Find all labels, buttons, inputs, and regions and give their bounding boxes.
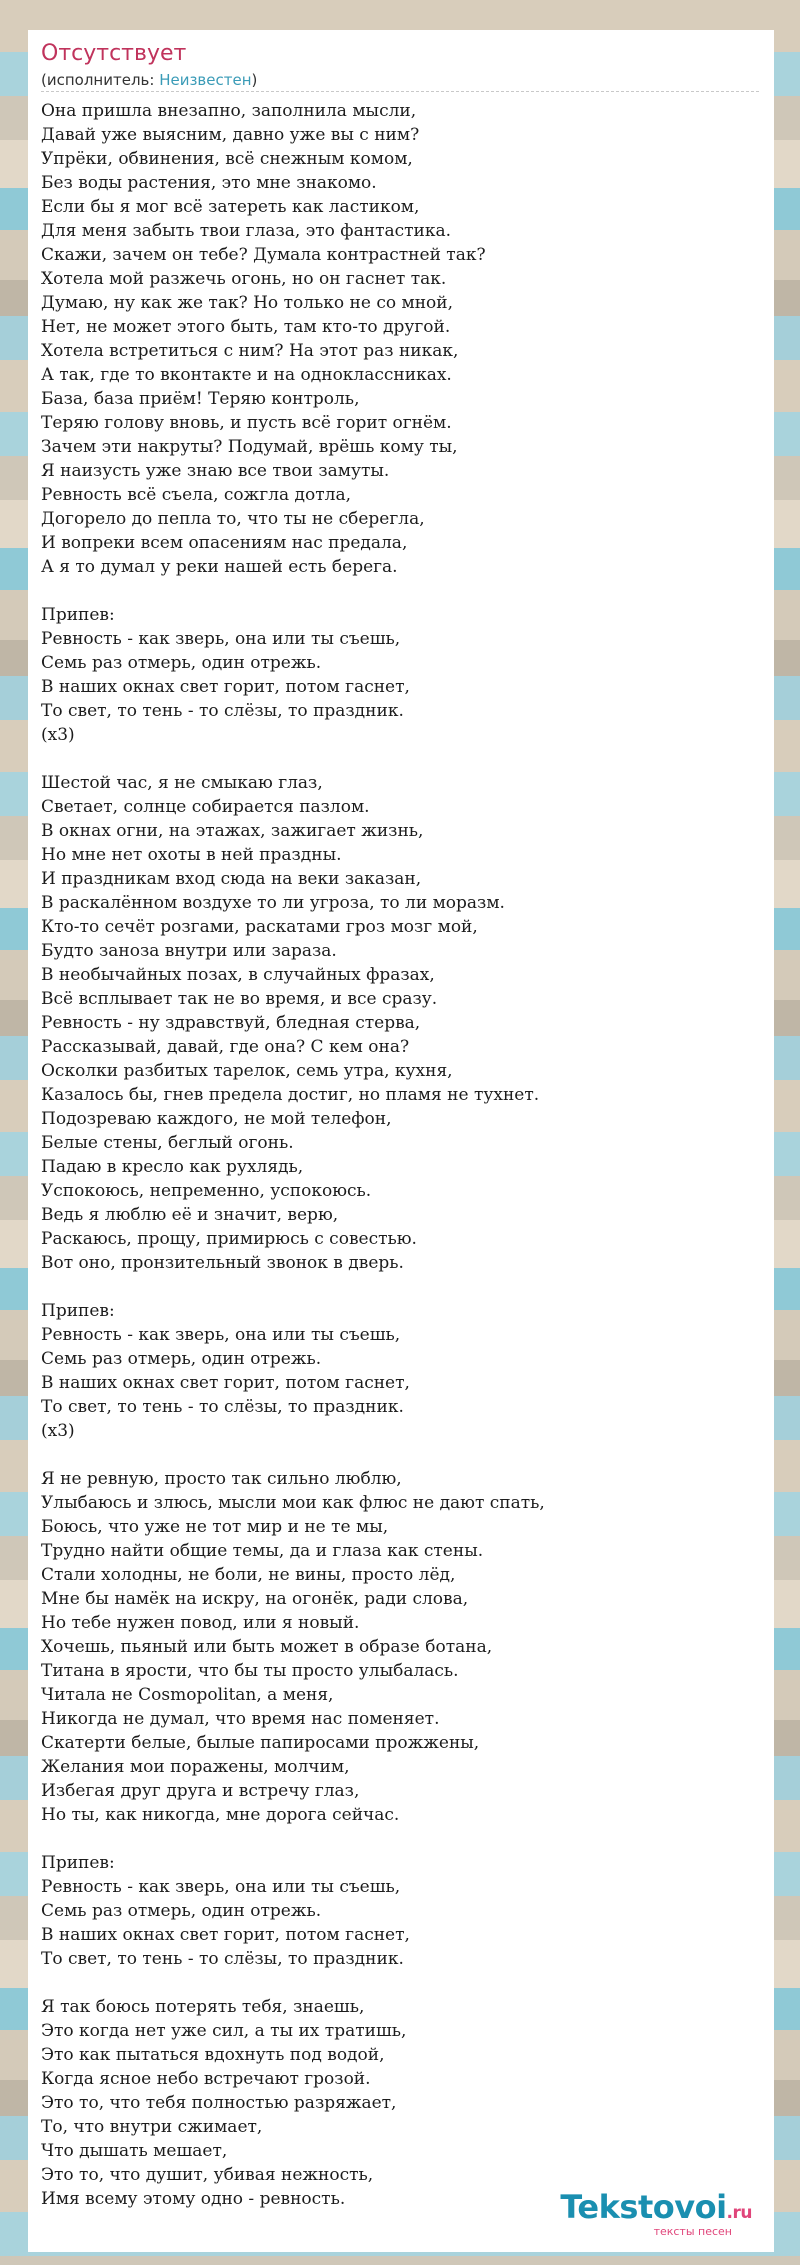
lyric-line: Читала не Cosmopolitan, а меня, [41,1685,334,1705]
lyric-line: Всё всплывает так не во время, и все сразу. [41,989,438,1009]
lyric-line: Титана в ярости, что бы ты просто улыбалась. [41,1661,459,1681]
lyric-line: И вопреки всем опасениям нас предала, [41,533,408,553]
lyric-line: Светает, солнце собирается пазлом. [41,797,370,817]
lyric-line: Это то, что тебя полностью разряжает, [41,2093,397,2113]
lyric-line: Стали холодны, не боли, не вины, просто лёд, [41,1565,456,1585]
lyric-line: Вот оно, пронзительный звонок в дверь. [41,1253,404,1273]
lyric-line: Семь раз отмерь, один отрежь. [41,1901,322,1921]
lyric-line: В наших окнах свет горит, потом гаснет, [41,1925,410,1945]
lyric-line: То, что внутри сжимает, [41,2117,263,2137]
lyric-line: Но мне нет охоты в ней праздны. [41,845,342,865]
lyric-line: Скатерти белые, былые папиросами прожжены, [41,1733,480,1753]
lyric-line: Это то, что душит, убивая нежность, [41,2165,374,2185]
lyric-line: Упрёки, обвинения, всё снежным комом, [41,149,413,169]
lyric-line: Рассказывай, давай, где она? С кем она? [41,1037,410,1057]
lyric-line: Мне бы намёк на искру, на огонёк, ради слова, [41,1589,469,1609]
lyric-line: Кто-то сечёт розгами, раскатами гроз мозг мой, [41,917,478,937]
lyric-line: Нет, не может этого быть, там кто-то другой. [41,317,451,337]
lyric-blank-line [41,579,761,603]
lyric-line: (x3) [41,725,75,745]
logo-tagline: тексты песен [653,2225,732,2238]
site-logo[interactable] [560,2190,752,2238]
lyric-line: Это как пытаться вдохнуть под водой, [41,2045,385,2065]
performer-link[interactable]: Неизвестен [159,71,252,89]
performer-line [41,70,257,90]
lyric-line: Ревность - как зверь, она или ты съешь, [41,1325,401,1345]
lyric-line: Ревность всё съела, сожгла дотла, [41,485,352,505]
lyric-line: Это когда нет уже сил, а ты их тратишь, [41,2021,407,2041]
lyric-line: Я так боюсь потерять тебя, знаешь, [41,1997,365,2017]
lyrics-body [41,99,761,2211]
lyric-line: Припев: [41,1301,115,1321]
lyric-line: Белые стены, беглый огонь. [41,1133,294,1153]
lyric-line: Будто заноза внутри или зараза. [41,941,337,961]
lyric-line: То свет, то тень - то слёзы, то праздник. [41,1397,404,1417]
lyric-line: Если бы я мог всё затереть как ластиком, [41,197,420,217]
lyric-line: Успокоюсь, непременно, успокоюсь. [41,1181,372,1201]
lyric-line: А я то думал у реки нашей есть берега. [41,557,398,577]
lyric-line: База, база приём! Теряю контроль, [41,389,360,409]
lyric-line: А так, где то вконтакте и на одноклассниках. [41,365,452,385]
lyric-blank-line [41,747,761,771]
lyric-line: Я наизусть уже знаю все твои замуты. [41,461,390,481]
lyric-line: Хотела мой разжечь огонь, но он гаснет так. [41,269,447,289]
lyric-line: (x3) [41,1421,75,1441]
lyric-blank-line [41,1275,761,1299]
lyric-line: Избегая друг друга и встречу глаз, [41,1781,360,1801]
lyric-line: Скажи, зачем он тебе? Думала контрастней так? [41,245,486,265]
lyric-line: Подозреваю каждого, не мой телефон, [41,1109,392,1129]
lyric-line: В окнах огни, на этажах, зажигает жизнь, [41,821,424,841]
lyric-line: Желания мои поражены, молчим, [41,1757,350,1777]
lyric-line: Никогда не думал, что время нас поменяет. [41,1709,440,1729]
lyric-line: Семь раз отмерь, один отрежь. [41,1349,322,1369]
lyric-line: Что дышать мешает, [41,2141,228,2161]
lyric-line: Шестой час, я не смыкаю глаз, [41,773,323,793]
lyric-line: Ведь я люблю её и значит, верю, [41,1205,339,1225]
lyric-line: То свет, то тень - то слёзы, то праздник. [41,701,404,721]
lyric-line: Догорело до пепла то, что ты не сберегла, [41,509,425,529]
lyric-line: В наших окнах свет горит, потом гаснет, [41,1373,410,1393]
lyric-line: Казалось бы, гнев предела достиг, но пламя не тухнет. [41,1085,540,1105]
performer-suffix: ) [251,71,258,89]
lyric-blank-line [41,1443,761,1467]
lyric-line: Ревность - как зверь, она или ты съешь, [41,629,401,649]
lyric-line: Хочешь, пьяный или быть может в образе ботана, [41,1637,493,1657]
lyric-line: Припев: [41,1853,115,1873]
lyric-line: Она пришла внезапно, заполнила мысли, [41,101,417,121]
lyric-line: И праздникам вход сюда на веки заказан, [41,869,422,889]
lyric-line: Имя всему этому одно - ревность. [41,2189,346,2209]
lyric-line: В раскалённом воздухе то ли угроза, то ли моразм. [41,893,505,913]
lyric-line: Теряю голову вновь, и пусть всё горит огнём. [41,413,452,433]
lyric-line: Давай уже выясним, давно уже вы с ним? [41,125,420,145]
lyric-line: Боюсь, что уже не тот мир и не те мы, [41,1517,389,1537]
lyric-line: Раскаюсь, прощу, примирюсь с совестью. [41,1229,417,1249]
lyric-line: Семь раз отмерь, один отрежь. [41,653,322,673]
header-divider [41,91,759,92]
lyric-line: Трудно найти общие темы, да и глаза как стены. [41,1541,484,1561]
lyric-line: Ревность - как зверь, она или ты съешь, [41,1877,401,1897]
lyric-line: Но ты, как никогда, мне дорога сейчас. [41,1805,400,1825]
lyric-line: Я не ревную, просто так сильно люблю, [41,1469,402,1489]
lyric-line: Припев: [41,605,115,625]
lyric-line: Падаю в кресло как рухлядь, [41,1157,304,1177]
logo-word: Tekstovoi [560,2188,727,2226]
lyric-blank-line [41,1827,761,1851]
song-title: Отсутствует [41,41,187,66]
lyric-line: Хотела встретиться с ним? На этот раз никак, [41,341,459,361]
lyric-line: Без воды растения, это мне знакомо. [41,173,377,193]
lyric-line: В необычайных позах, в случайных фразах, [41,965,435,985]
lyric-line: Ревность - ну здравствуй, бледная стерва, [41,1013,421,1033]
lyric-line: Думаю, ну как же так? Но только не со мной, [41,293,454,313]
performer-prefix: (исполнитель: [41,71,160,89]
lyric-line: Улыбаюсь и злюсь, мысли мои как флюс не дают спать, [41,1493,545,1513]
logo-tld: .ru [726,2203,752,2223]
lyric-line: Для меня забыть твои глаза, это фантастика. [41,221,452,241]
lyric-line: То свет, то тень - то слёзы, то праздник. [41,1949,404,1969]
lyric-line: Но тебе нужен повод, или я новый. [41,1613,360,1633]
lyric-line: В наших окнах свет горит, потом гаснет, [41,677,410,697]
lyric-line: Когда ясное небо встречают грозой. [41,2069,371,2089]
lyric-line: Осколки разбитых тарелок, семь утра, кухня, [41,1061,453,1081]
lyric-blank-line [41,1971,761,1995]
lyrics-card [28,30,774,2252]
lyric-line: Зачем эти накруты? Подумай, врёшь кому ты, [41,437,458,457]
